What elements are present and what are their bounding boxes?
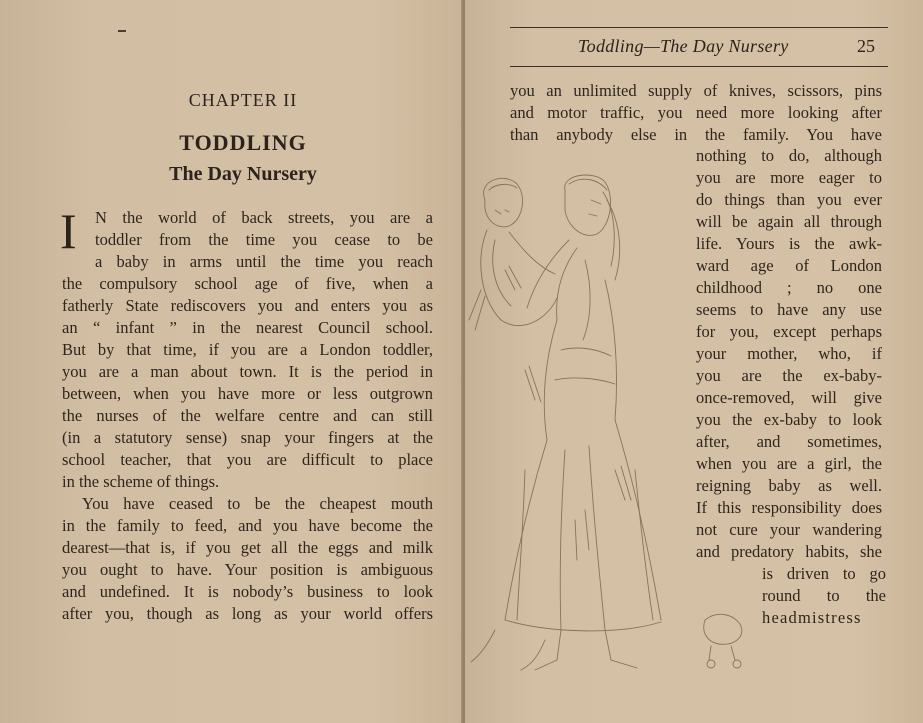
header-rule-bottom [510,66,888,67]
body-line: a baby in arms until the time you reach [95,252,433,271]
body-line: toddler from the time you cease to be [95,230,433,249]
body-line: when you are a girl, the [696,454,882,473]
body-line: and predatory habits, she [696,542,882,561]
body-line: headmistress [762,608,862,627]
body-line: than anybody else in the family. You have [510,125,882,144]
body-line: the compulsory school age of five, when a [62,274,433,293]
body-line: dearest—that is, if you get all the eggs and milk [62,538,433,557]
body-line: after you, though as long as your world offers [62,604,433,623]
body-line: you are a man about town. It is the period in [62,362,433,381]
body-line: you the ex-baby to look [696,410,882,429]
chapter-subtitle: The Day Nursery [169,163,317,185]
body-line: your mother, who, if [696,344,882,363]
body-line: an “ infant ” in the nearest Council school. [62,318,433,337]
body-line: reigning baby as well. [696,476,882,495]
body-line: the nurses of the welfare centre and can still [62,406,433,425]
body-line: for you, except perhaps [696,322,882,341]
body-line: (in a statutory sense) snap your fingers at the [62,428,433,447]
body-line: seems to have any use [696,300,882,319]
body-line: will be again all through [696,212,882,231]
body-line: fatherly State rediscovers you and enters you as [62,296,433,315]
running-head: Toddling—The Day Nursery [578,36,789,56]
body-line: you are more eager to [696,168,882,187]
body-line: do things than you ever [696,190,882,209]
body-line: not cure your wandering [696,520,882,539]
body-line: But by that time, if you are a London toddler, [62,340,433,359]
body-line: nothing to do, although [696,146,882,165]
chapter-label: CHAPTER II [188,90,298,110]
body-line: in the family to feed, and you have become the [62,516,433,535]
body-line: and undefined. It is nobody’s business to look [62,582,433,601]
print-mark [118,30,126,32]
page-number: 25 [857,36,875,56]
body-line: and motor traffic, you need more looking after [510,103,882,122]
drop-cap: I [60,203,77,259]
body-line: childhood ; no one [696,278,882,297]
body-line: is driven to go [762,564,886,583]
body-line: ward age of London [696,256,882,275]
body-line: N the world of back streets, you are a [95,208,433,227]
body-line: If this responsibility does [696,498,882,517]
chapter-title: TODDLING [179,130,307,155]
body-line: round to the [762,586,886,605]
body-line: once-removed, will give [696,388,882,407]
girl-carrying-toddler-illustration [465,170,765,690]
body-line: after, and sometimes, [696,432,882,451]
body-line: you an unlimited supply of knives, scissors, pins [510,81,882,100]
body-line: in the scheme of things. [62,472,220,491]
body-line: between, when you have more or less outgrown [62,384,433,403]
body-line: you are the ex-baby- [696,366,882,385]
body-line: school teacher, that you are difficult to place [62,450,433,469]
body-line: life. Yours is the awk- [696,234,882,253]
body-line: You have ceased to be the cheapest mouth [82,494,433,513]
header-rule-top [510,27,888,28]
body-line: you ought to have. Your position is ambiguous [62,560,433,579]
